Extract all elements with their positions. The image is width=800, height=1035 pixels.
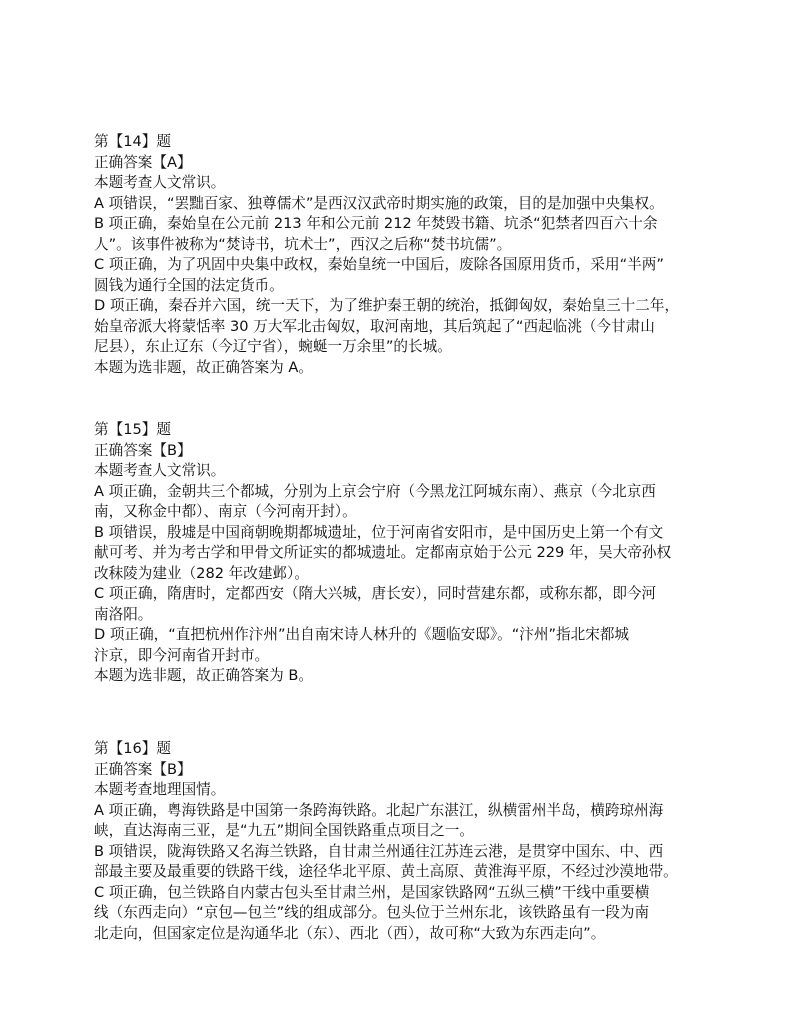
explanation-line: A 项正确，粤海铁路是中国第一条跨海铁路。北起广东湛江，纵横雷州半岛，横跨琼州海 [94, 801, 664, 819]
explanation-line: 人”。该事件被称为“焚诗书，坑术士”，西汉之后称“焚书坑儒”。 [94, 235, 512, 253]
explanation-line: C 项正确，包兰铁路自内蒙古包头至甘肃兰州，是国家铁路网“五纵三横”干线中重要横 [94, 883, 650, 901]
explanation-line: D 项正确，“直把杭州作汴州”出自南宋诗人林升的《题临安邸》。“汴州”指北宋都城 [94, 626, 630, 643]
explanation-line: C 项正确，为了巩固中央集中政权，秦始皇统一中国后，废除各国原用货币，采用“半两” [94, 256, 664, 273]
correct-answer: 正确答案【B】 [94, 760, 192, 778]
explanation-line: 本题考查地理国情。 [94, 781, 226, 798]
explanation-line: 改秣陵为建业（282 年改建邺）。 [94, 564, 309, 582]
question-heading: 第【14】题 [94, 133, 171, 150]
correct-answer: 正确答案【A】 [94, 153, 192, 171]
explanation-line: 献可考、并为考古学和甲骨文所证实的都城遗址。定都南京始于公元 229 年，吴大帝孙权 [94, 544, 672, 561]
explanation-line: 始皇帝派大将蒙恬率 30 万大军北击匈奴，取河南地，其后筑起了“西起临洮（今甘肃山 [94, 317, 655, 335]
explanation-line: 本题考查人文常识。 [94, 174, 226, 191]
explanation-line: 圆钱为通行全国的法定货币。 [94, 276, 284, 294]
correct-answer: 正确答案【B】 [94, 441, 192, 459]
explanation-line: A 项正确，金朝共三个都城，分别为上京会宁府（今黑龙江阿城东南）、燕京（今北京西 [94, 482, 656, 500]
explanation-line: 峡，直达海南三亚，是“九五”期间全国铁路重点项目之一。 [94, 822, 474, 839]
explanation-line: 汴京，即今河南省开封市。 [94, 646, 270, 664]
explanation-line: 南，又称金中都）、南京（今河南开封）。 [94, 503, 357, 520]
explanation-line: 部最主要及最重要的铁路干线，途径华北平原、黄土高原、黄淮海平原，不经过沙漠地带。 [94, 863, 678, 880]
explanation-line: B 项错误，陇海铁路又名海兰铁路，自甘肃兰州通往江苏连云港，是贯穿中国东、中、西 [94, 842, 664, 860]
explanation-line: B 项正确，秦始皇在公元前 213 年和公元前 212 年焚毁书籍、坑杀“犯禁者四百六十余 [94, 215, 658, 232]
question-heading: 第【16】题 [94, 740, 171, 757]
explanation-line: 尼县），东止辽东（今辽宁省），蜿蜒一万余里”的长城。 [94, 338, 452, 355]
explanation-line: 本题考查人文常识。 [94, 462, 226, 479]
explanation-line: 线（东西走向）“京包—包兰”线的组成部分。包头位于兰州东北，该铁路虽有一段为南 [94, 904, 650, 921]
conclusion-line: 本题为选非题，故正确答案为 B。 [94, 667, 313, 684]
conclusion-line: 本题为选非题，故正确答案为 A。 [94, 358, 313, 376]
question-16 [94, 739, 734, 944]
explanation-line: C 项正确，隋唐时，定都西安（隋大兴城，唐长安），同时营建东都，或称东都，即今河 [94, 585, 657, 602]
question-heading: 第【15】题 [94, 421, 171, 438]
explanation-line: A 项错误，“罢黜百家、独尊儒术”是西汉汉武帝时期实施的政策，目的是加强中央集权。 [94, 194, 664, 212]
explanation-line: B 项错误，殷墟是中国商朝晚期都城遗址，位于河南省安阳市，是中国历史上第一个有文 [94, 523, 664, 541]
explanation-line: 南洛阳。 [94, 605, 153, 623]
question-15 [94, 420, 734, 687]
question-14 [94, 132, 734, 378]
explanation-line: D 项正确，秦吞并六国，统一天下，为了维护秦王朝的统治，抵御匈奴，秦始皇三十二年， [94, 297, 680, 314]
explanation-line: 北走向，但国家定位是沟通华北（东）、西北（西），故可称“大致为东西走向”。 [94, 924, 606, 942]
